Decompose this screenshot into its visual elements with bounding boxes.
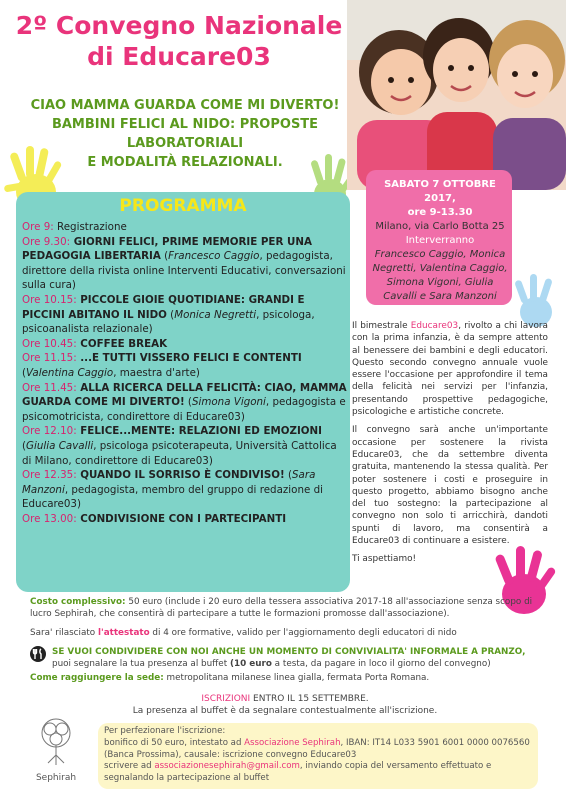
item-text: , maestra d'arte) xyxy=(113,366,200,379)
programme-item xyxy=(22,337,347,352)
programme-item xyxy=(22,351,347,380)
registration-info xyxy=(30,693,540,717)
reach-label: Come raggiungere la sede: xyxy=(30,673,164,683)
item-text: ( xyxy=(160,250,169,263)
item-text: ( xyxy=(22,439,27,452)
speakers-list: Francesco Caggio, Monica Negretti, Valentina Caggio, Simona Vigoni, Giulia Cavalli e Sara Manzoni xyxy=(372,249,508,302)
pay-text: , inviando copia del versamento effettuato e segnalando la partecipazione al buffet xyxy=(104,761,492,784)
iban-text: , IBAN: IT14 L033 5901 6001 0000 0076560 (Banca Prossima), causale: iscrizione convegno Educare03 xyxy=(104,737,530,760)
certificate-info xyxy=(30,627,540,639)
item-time: Ore 11.15: xyxy=(22,352,77,365)
reach-info xyxy=(30,672,540,684)
payment-bank xyxy=(104,738,534,762)
cert-text: di 4 ore formative, valido per l'aggiornamento degli educatori di nido xyxy=(149,628,457,638)
item-time: Ore 9.30: xyxy=(22,235,71,248)
item-title: ...E TUTTI VISSERO FELICI E CONTENTI xyxy=(76,352,302,365)
cert-text: Sara' rilasciato xyxy=(30,628,98,638)
programme-item xyxy=(22,381,347,425)
item-text: ( xyxy=(166,308,175,321)
item-title: PICCOLE GIOIE QUOTIDIANE: GRANDI E PICCINI ABITANO IL NIDO xyxy=(22,293,305,321)
description-paragraph-1 xyxy=(352,320,548,418)
reach-text: metropolitana milanese linea gialla, fermata Porta Romana. xyxy=(163,673,430,683)
lunch-text: a testa, da pagare in loco il giorno del convegno) xyxy=(271,659,491,669)
description-paragraph-3: Ti aspettiamo! xyxy=(352,554,417,565)
lunch-label: SE VUOI CONDIVIDERE CON NOI ANCHE UN MOMENTO DI CONVIVIALITA' INFORMALE A PRANZO, xyxy=(52,647,526,657)
event-date: SABATO 7 OTTOBRE 2017, xyxy=(384,179,496,204)
description xyxy=(352,320,548,572)
item-title: COFFEE BREAK xyxy=(76,337,168,350)
cert-bold: l'attestato xyxy=(97,628,150,638)
payment-intro: Per perfezionare l'iscrizione: xyxy=(104,726,226,736)
item-speaker: Sara Manzoni xyxy=(22,469,316,496)
item-title: FELICE...MENTE: RELAZIONI ED EMOZIONI xyxy=(76,425,322,438)
cost-info xyxy=(30,596,540,620)
subtitle-line-2: BAMBINI FELICI AL NIDO: PROPOSTE xyxy=(51,117,319,132)
item-text: ( xyxy=(284,469,293,482)
info-section xyxy=(30,596,540,691)
lunch-info xyxy=(30,646,540,670)
item-text: , psicologa, psicoanalista relazionale) xyxy=(22,308,315,336)
association-name: Associazione Sephirah xyxy=(244,737,341,748)
item-title: CONDIVISIONE CON I PARTECIPANTI xyxy=(76,512,287,525)
event-time: ore 9-13.30 xyxy=(407,207,473,218)
brand-name: Educare03 xyxy=(410,321,459,331)
programme-item xyxy=(22,468,347,512)
item-time: Ore 10.45: xyxy=(22,337,77,350)
lunch-text: puoi segnalare la tua presenza al buffet xyxy=(52,659,230,669)
logo-label: Sephirah xyxy=(35,773,77,783)
programme-item xyxy=(22,220,347,235)
item-time: Ore 13.00: xyxy=(22,512,77,525)
item-text: , pedagogista e psicomotricista, condirettore di Educare03) xyxy=(22,396,346,423)
children-photo xyxy=(347,0,566,190)
item-text: ( xyxy=(22,366,27,379)
item-text: , pedagogista, membro del gruppo di redazione di Educare03) xyxy=(22,483,323,511)
desc-text: Il bimestrale xyxy=(352,321,411,331)
payment-info xyxy=(104,726,534,785)
programme-item xyxy=(22,424,347,468)
item-text: , psicologa psicoterapeuta, Università Cattolica di Milano, condirettore di Educare03) xyxy=(22,439,337,467)
item-time: Ore 12.10: xyxy=(22,425,77,438)
item-title: QUANDO IL SORRISO È CONDIVISO! xyxy=(76,469,285,482)
item-time: Ore 10.15: xyxy=(22,293,77,306)
title-line-1: 2º Convegno Nazionale xyxy=(15,11,343,40)
item-speaker: Simona Vigoni xyxy=(191,396,266,409)
item-time: Ore 9: xyxy=(22,221,54,233)
pay-text: scrivere ad xyxy=(104,761,155,772)
registration-text: ENTRO IL 15 SETTEMBRE. xyxy=(250,694,369,704)
cutlery-icon xyxy=(30,646,46,662)
subtitle-line-1: CIAO MAMMA GUARDA COME MI DIVERTO! xyxy=(30,98,340,113)
item-text: , pedagogista, direttore della rivista online Interventi Educativi, conversazioni sulla cura) xyxy=(22,250,346,292)
registration-deadline xyxy=(30,693,540,705)
item-text: Registrazione xyxy=(53,221,127,233)
registration-note: La presenza al buffet è da segnalare contestualmente all'iscrizione. xyxy=(132,706,438,716)
page-title xyxy=(14,10,344,72)
event-place: Milano, via Carlo Botta 25 xyxy=(375,221,505,232)
description-paragraph-2: Il convegno sarà anche un'importante occasione per sostenere la rivista Educare03, che da settembre diventa gratuita, mantenendo la stessa qualità. Per poter sostenere i costi e proseguire in questo progetto, abbiamo bisogno anche del tuo sostegno: la partecipazione al convegno non solo ti arricchirà, dandoti spunti di lavoro, ma consentirà a Educare03 di continuare a esistere. xyxy=(352,425,548,547)
subtitle-line-4: E MODALITÀ RELAZIONALI. xyxy=(87,155,283,170)
item-title: GIORNI FELICI, PRIME MEMORIE PER UNA PEDAGOGIA LIBERTARIA xyxy=(22,235,312,263)
email-link[interactable]: associazionesephirah@gmail.com xyxy=(154,761,300,772)
pay-text: bonifico di 50 euro, intestato ad xyxy=(104,737,245,748)
item-time: Ore 11.45: xyxy=(22,381,77,394)
programme-item xyxy=(22,512,347,527)
speakers-label: Interverranno xyxy=(405,235,475,246)
item-speaker: Francesco Caggio xyxy=(168,250,260,263)
item-time: Ore 12.35: xyxy=(22,469,77,482)
lunch-price: (10 euro xyxy=(229,659,272,669)
registration-label: ISCRIZIONI xyxy=(201,694,251,704)
programme-list xyxy=(22,220,347,526)
item-text: ( xyxy=(184,396,192,409)
item-speaker: Monica Negretti xyxy=(174,308,257,321)
title-line-2: di Educare03 xyxy=(87,42,271,71)
item-speaker: Valentina Caggio xyxy=(26,366,114,379)
programme-item xyxy=(22,235,347,293)
event-info xyxy=(370,178,510,304)
cost-label: Costo complessivo: xyxy=(30,597,126,607)
programme-heading: PROGRAMMA xyxy=(119,196,247,216)
desc-text: , rivolto a chi lavora con la prima infanzia, è da sempre attento al benessere dei bambini e degli educatori. Questo secondo convegno annuale vuole essere l'occasione per approfondire il tema della felicità nei servizi per l'infanzia, presentando prospettive pedagogiche, psicologiche e artistiche concrete. xyxy=(352,321,548,418)
item-title: ALLA RICERCA DELLA FELICITÀ: CIAO, MAMMA GUARDA COME MI DIVERTO! xyxy=(22,381,347,409)
sephirah-logo xyxy=(30,715,82,785)
item-speaker: Giulia Cavalli xyxy=(26,439,94,452)
subtitle-line-3: LABORATORIALI xyxy=(126,136,244,151)
programme-item xyxy=(22,293,347,337)
subtitle xyxy=(30,96,340,172)
cost-text: 50 euro (include i 20 euro della tessera associativa 2017-18 all'associazione senza scopo di lucro Sephirah, che consentirà di partecipare a tutte le formazioni promosse dall'associazione). xyxy=(30,597,533,619)
payment-email xyxy=(104,761,534,785)
